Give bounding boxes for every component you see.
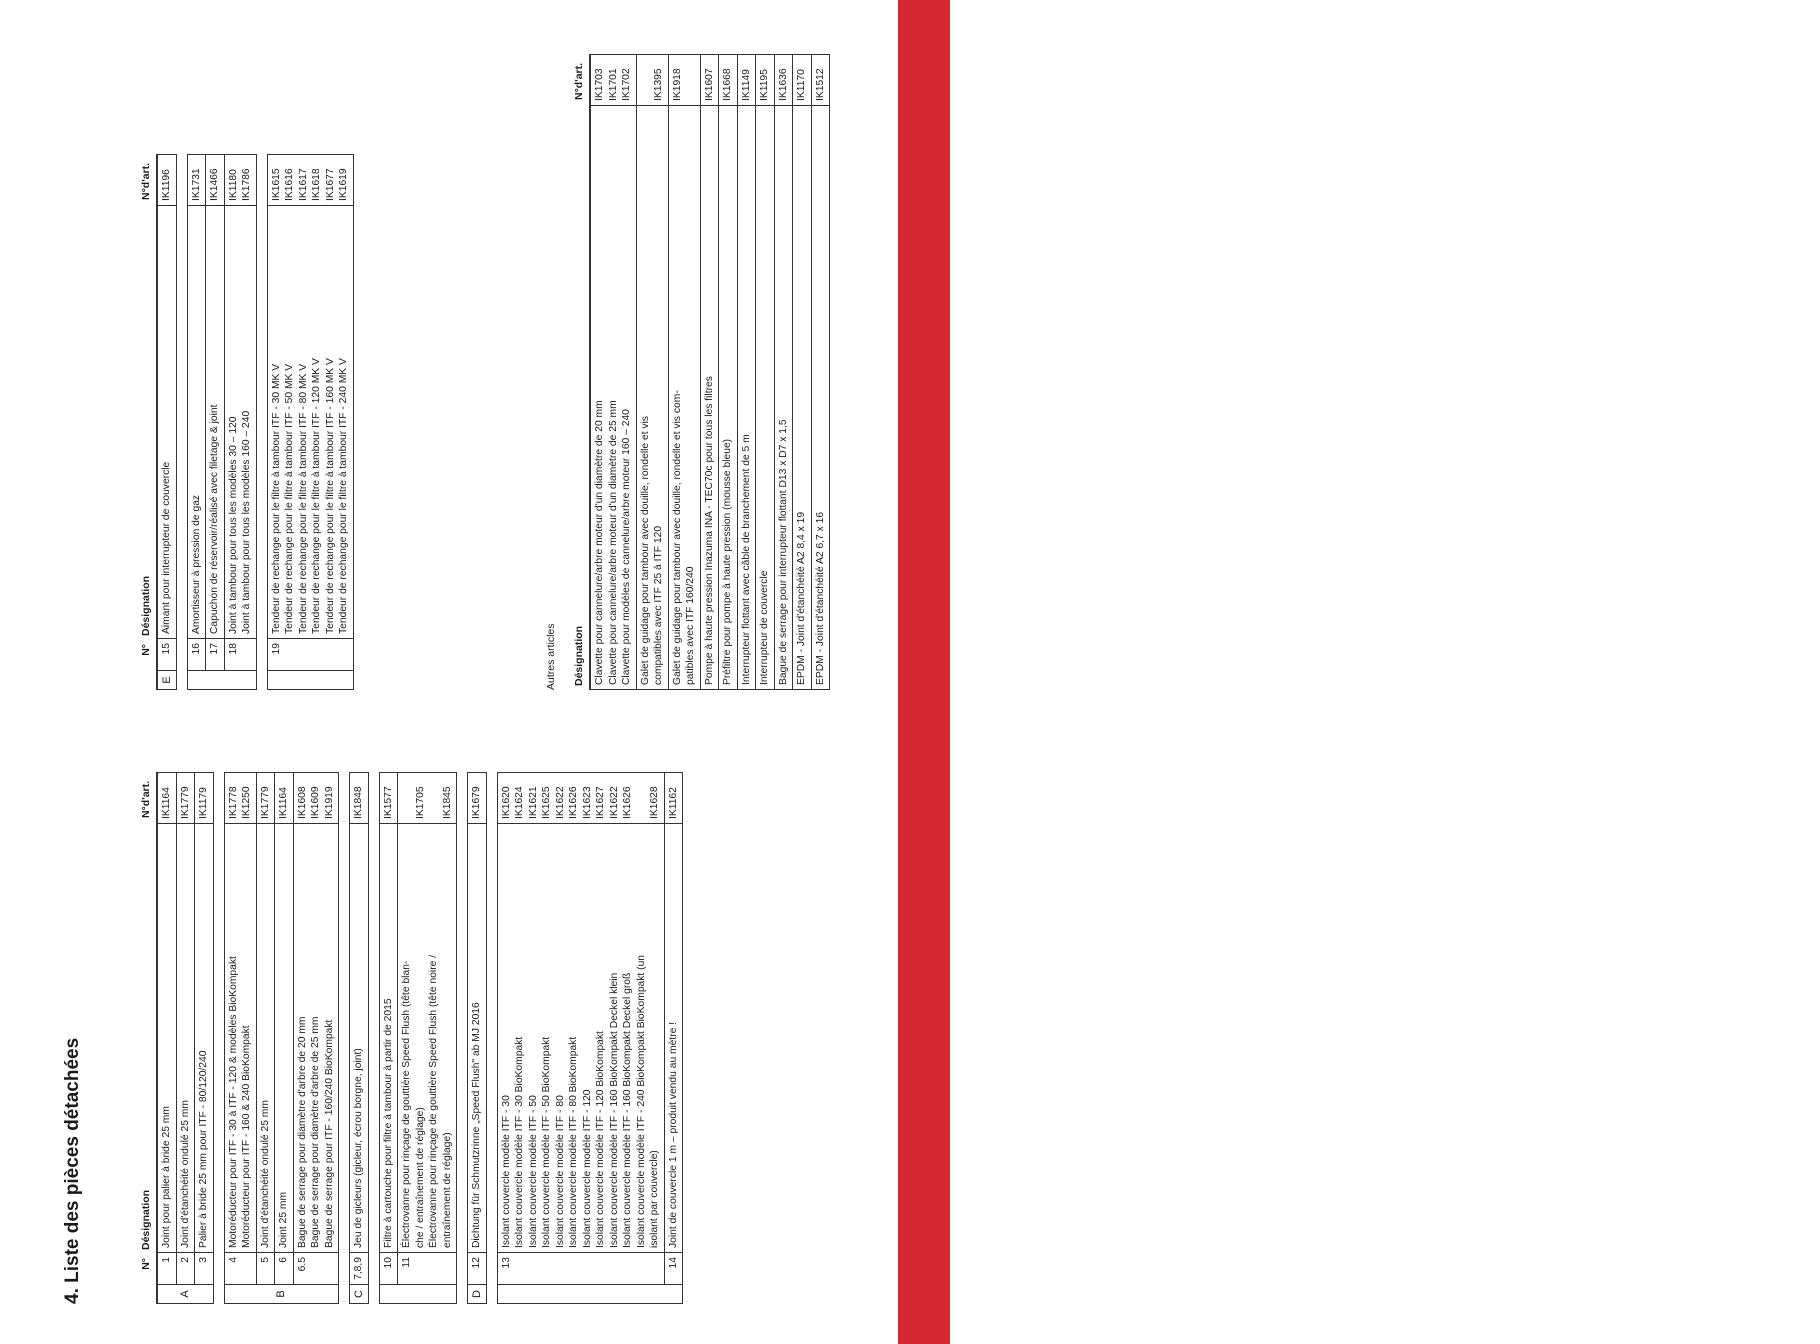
article-number: IK1466 [209, 168, 220, 201]
designation-line: Tendeur de rechange pour le filtre à tambour ITF - 240 MK V [338, 358, 349, 634]
article-number: IK1162 [667, 787, 679, 819]
part-designation [738, 105, 756, 689]
other-articles-title: Autres articles [545, 623, 557, 690]
group-rows [268, 155, 353, 670]
orders-label: Commandes: [1766, 523, 1793, 666]
designation-line: isolant par couvercle) [649, 1150, 660, 1248]
table-row [294, 773, 339, 1284]
article-number: IK1668 [722, 68, 733, 101]
table-header [132, 154, 157, 690]
header-art: N°d'art. [140, 780, 152, 818]
designation-line: Isolant couvercle modèle ITF - 120 [581, 1089, 593, 1248]
article-number: IK1164 [278, 787, 289, 819]
table-row [665, 773, 683, 1284]
designation-line: Joint pour palier à bride 25 mm [161, 1106, 172, 1248]
table-row [637, 55, 669, 689]
group-letter: A [158, 1284, 213, 1303]
part-designation [701, 105, 719, 689]
part-designation [275, 823, 293, 1252]
designation-line: Isolant couvercle modèle ITF - 240 BioKompakt BioKompakt (un [635, 954, 647, 1248]
table-row [498, 773, 665, 1284]
designation-line: Joint à tambour pour tous les modèles 30 – 120 [227, 416, 239, 634]
article-number: IK1615 IK1616 IK1617 IK1618 IK1677 IK1619 [270, 168, 349, 201]
designation-line: Clavette pour cannelure/arbre moteur d'un diamètre de 25 mm [607, 400, 619, 685]
group-letter [188, 670, 256, 689]
header-designation: Désignation [140, 1189, 152, 1250]
hotline-phone[interactable]: (+49) 821 - 72 91 97 1 [1766, 705, 1793, 945]
designation-line: Galet de guidage pour tambour avec douille, rondelle et vis [639, 415, 651, 685]
article-number: IK1196 [161, 169, 172, 201]
part-designation [637, 105, 668, 689]
group-rows [380, 773, 457, 1284]
part-designation [756, 105, 774, 689]
part-designation [398, 823, 456, 1252]
table-row [793, 55, 812, 689]
article-number: IK1679 [471, 786, 482, 819]
designation-line: Bague de serrage pour diamètre d'arbre de 25 mm [310, 1016, 321, 1248]
designation-line: Isolant couvercle modèle ITF - 50 BioKompakt [541, 1036, 552, 1248]
part-number: 5 [257, 1252, 275, 1284]
table-row [669, 55, 701, 689]
designation-line: Joint de couvercle 1 m – produit vendu au mètre ! [667, 1021, 679, 1248]
page-title: 4. Liste des pièces détachées [62, 1037, 83, 1304]
part-designation [257, 823, 275, 1252]
part-group [467, 772, 487, 1304]
part-designation [225, 205, 256, 638]
designation-line: che / entraînement de réglage) [414, 1107, 426, 1248]
designation-line: Tendeur de rechange pour le filtre à tambour ITF - 160 MK V [324, 358, 336, 634]
article-number: IK1395 [653, 68, 664, 101]
article-number: IK1608 IK1609 IK1919 [296, 786, 335, 819]
part-number: 16 [188, 638, 206, 670]
designation-line: Joint 25 mm [278, 1191, 289, 1248]
part-number: 7,8,9 [350, 1252, 368, 1284]
part-designation [775, 105, 793, 689]
designation-line: Électrovanne pour rinçage de gouttière Speed Flush (tête blan- [401, 960, 412, 1248]
parts-table-left [132, 772, 693, 1304]
designation-line: Filtre à cartouche pour filtre à tambour à partir de 2015 [382, 998, 394, 1248]
part-group [379, 772, 458, 1304]
part-group [157, 154, 177, 690]
part-designation [380, 823, 398, 1252]
designation-line: Isolant couvercle modèle ITF - 160 BioKompakt Deckel groß [622, 972, 633, 1248]
article-number: IK1512 [814, 68, 826, 101]
designation-line: Électrovanne pour rinçage de gouttière Speed Flush (tête noire / [428, 954, 439, 1248]
designation-line: Joint à tambour pour tous les modèles 160 – 240 [241, 410, 252, 634]
part-designation [498, 823, 664, 1252]
designation-line: entraînement de réglage) [441, 1132, 453, 1248]
group-letter: E [158, 670, 176, 689]
designation-line: Clavette pour cannelure/arbre moteur d'un diamètre de 20 mm [594, 400, 605, 685]
article-number: IK1607 [703, 68, 715, 101]
group-rows [350, 773, 368, 1284]
part-number: 3 [195, 1252, 213, 1284]
hotline-label: Hotline du service: [1766, 944, 1793, 1142]
designation-line: EPDM - Joint d'étanchéité A2 6,7 x 16 [814, 511, 826, 685]
part-number: 10 [380, 1252, 398, 1284]
table-header [132, 772, 157, 1304]
table-row [468, 773, 486, 1284]
article-number: IK1703 IK1701 IK1702 [594, 68, 632, 101]
table-header [565, 54, 590, 690]
designation-line: Galet de guidage pour tambour avec douille, rondelle et vis com- [671, 390, 683, 685]
table-row [275, 773, 294, 1284]
part-designation [719, 105, 737, 689]
part-group [187, 154, 257, 690]
header-art: N°d'art. [140, 162, 152, 200]
article-number: IK1620 IK1624 IK1621 IK1625 IK1622 IK1626 IK1623 IK1627 IK1622 IK1626 IK1628 [500, 786, 660, 819]
header-num: N° [140, 1258, 152, 1270]
designation-line: Palier à bride 25 mm pour ITF - 80/120/240 [198, 1050, 209, 1248]
group-letter [268, 670, 353, 689]
article-number: IK1195 [759, 69, 770, 101]
article-number: IK1705 IK1845 [414, 786, 453, 819]
part-number: 11 [398, 1252, 456, 1284]
table-row [756, 55, 775, 689]
designation-line: Isolant couvercle modèle ITF - 50 [527, 1095, 539, 1248]
parts-table-right [132, 154, 364, 690]
part-number: 6 [275, 1252, 293, 1284]
designation-line: Clavette pour modèles de cannelure/arbre moteur 160 – 240 [621, 409, 632, 685]
other-articles-table [565, 54, 830, 690]
part-designation [793, 105, 811, 689]
article-number: IK1179 [198, 787, 209, 819]
part-designation [206, 205, 224, 638]
designation-line: Isolant couvercle modèle ITF - 120 BioKompakt [595, 1031, 606, 1248]
designation-line: Préfiltre pour pompe à haute pression (mousse bleue) [722, 438, 733, 685]
part-number: 12 [468, 1252, 486, 1284]
designation-line: Tendeur de rechange pour le filtre à tambour ITF - 30 MK V [270, 363, 282, 634]
group-rows [225, 773, 339, 1284]
article-number: IK1164 [161, 787, 172, 819]
designation-line: Pompe à haute pression Inazuma INA - TEC70c pour tous les filtres [703, 376, 715, 685]
part-designation [812, 105, 830, 689]
part-designation [177, 823, 195, 1252]
table-row [225, 773, 257, 1284]
table-row [380, 773, 399, 1284]
part-designation [591, 105, 636, 689]
article-number: IK1180 IK1786 [227, 168, 252, 201]
designation-line: Motoréducteur pour ITF - 30 à ITF - 120 & modèles BioKompakt [227, 956, 239, 1248]
part-designation [665, 823, 683, 1252]
table-row [268, 155, 353, 670]
designation-line: Isolant couvercle modèle ITF - 30 [500, 1095, 512, 1248]
table-row [701, 55, 720, 689]
footer-contact [1740, 0, 1820, 1344]
part-group [224, 772, 340, 1304]
article-number: IK1577 [382, 786, 394, 819]
designation-line: Aimant pour interrupteur de couvercle [161, 461, 172, 634]
group-letter: D [468, 1284, 486, 1303]
article-number: IK1778 IK1250 [227, 786, 252, 819]
group-letter [498, 1284, 683, 1303]
group-letter: B [225, 1284, 339, 1303]
part-group [497, 772, 684, 1304]
designation-line: Joint d'étanchéité ondulé 25 mm [259, 1100, 271, 1248]
article-number: IK1779 [179, 786, 191, 819]
part-number: 13 [498, 1252, 664, 1284]
part-designation [468, 823, 486, 1252]
article-number: IK1918 [671, 68, 683, 101]
group-letter: C [350, 1284, 368, 1303]
table-row [158, 155, 176, 670]
designation-line: Motoréducteur pour ITF - 160 & 240 BioKompakt [241, 1025, 252, 1248]
table-row [591, 55, 637, 689]
table-row [158, 773, 177, 1284]
table-row [177, 773, 196, 1284]
table-row [225, 155, 256, 670]
part-number: 6.5 [294, 1252, 339, 1284]
part-number: 4 [225, 1252, 256, 1284]
part-number: 14 [665, 1252, 683, 1284]
part-group [349, 772, 369, 1304]
right-groups [157, 154, 354, 690]
group-rows [158, 773, 213, 1284]
part-group [267, 154, 354, 690]
group-letter [380, 1284, 457, 1303]
left-groups [157, 772, 683, 1304]
designation-line: Tendeur de rechange pour le filtre à tambour ITF - 120 MK V [311, 358, 322, 634]
table-row [719, 55, 738, 689]
group-rows [468, 773, 486, 1284]
designation-line: Jeu de gicleurs (gicleur, écrou borgne, joint) [353, 1048, 364, 1248]
designation-line: Isolant couvercle modèle ITF - 160 BioKompakt Deckel klein [608, 972, 620, 1248]
designation-line: Dichtung für Schmutzrinne „Speed Flush" ab MJ 2016 [471, 1002, 482, 1248]
part-designation [225, 823, 256, 1252]
part-designation [350, 823, 368, 1252]
part-designation [268, 205, 353, 638]
orders-email[interactable]: vertrieb@inazuma-online.de [1766, 202, 1793, 524]
table-row [257, 773, 276, 1284]
designation-line: Bague de serrage pour ITF - 160/240 BioKompakt [323, 1019, 335, 1248]
header-designation: Désignation [140, 575, 152, 636]
table-row [195, 773, 213, 1284]
article-number: IK1731 [190, 168, 202, 201]
part-number: 19 [268, 638, 353, 670]
header-num: N° [140, 644, 152, 656]
table-row [775, 55, 794, 689]
part-designation [195, 823, 213, 1252]
designation-line: Interrupteur de couvercle [759, 570, 770, 685]
table-row [350, 773, 368, 1284]
group-rows [498, 773, 683, 1284]
designation-line: Capuchon de réservoir/réalisé avec filetage & joint [209, 404, 220, 634]
table-row [206, 155, 225, 670]
part-designation [158, 823, 176, 1252]
designation-line: compatibles avec ITF 25 à ITF 120 [653, 525, 664, 685]
designation-line: Isolant couvercle modèle ITF - 80 BioKompakt [568, 1036, 579, 1248]
designation-line: Interrupteur flottant avec câble de branchement de 5 m [740, 434, 752, 685]
article-number: IK1779 [259, 786, 271, 819]
part-designation [669, 105, 700, 689]
designation-line: Joint d'étanchéité ondulé 25 mm [179, 1100, 191, 1248]
designation-line: Tendeur de rechange pour le filtre à tambour ITF - 50 MK V [284, 363, 295, 634]
header-designation: Désignation [573, 625, 585, 686]
designation-line: Isolant couvercle modèle ITF - 30 BioKompakt [514, 1036, 525, 1248]
table-row [812, 55, 830, 689]
article-number: IK1636 [777, 68, 789, 101]
part-number: 2 [177, 1252, 195, 1284]
designation-line: Bague de serrage pour diamètre d'arbre de 20 mm [296, 1016, 308, 1248]
other-rows [590, 54, 830, 690]
designation-line: patibles avec ITF 160/240 [685, 566, 696, 685]
part-number: 1 [158, 1252, 176, 1284]
designation-line: Bague de serrage pour interrupteur flottant D13 x D7 x 1,5 [777, 419, 789, 685]
designation-line: Isolant couvercle modèle ITF - 80 [554, 1095, 566, 1248]
table-row [398, 773, 456, 1284]
part-number: 15 [158, 638, 176, 670]
part-number: 17 [206, 638, 224, 670]
group-rows [188, 155, 256, 670]
part-designation [188, 205, 206, 638]
designation-line: Tendeur de rechange pour le filtre à tambour ITF - 80 MK V [297, 363, 309, 634]
group-rows [158, 155, 176, 670]
part-group [157, 772, 214, 1304]
article-number: IK1848 [353, 786, 364, 819]
header-art: N°d'art. [573, 62, 585, 100]
part-designation [294, 823, 339, 1252]
table-row [188, 155, 207, 670]
designation-line: EPDM - Joint d'étanchéité A2 8,4 x 19 [796, 511, 807, 685]
part-number: 18 [225, 638, 256, 670]
article-number: IK1170 [796, 69, 807, 101]
article-number: IK1149 [740, 69, 752, 101]
designation-line: Amortisseur à pression de gaz [190, 494, 202, 634]
part-designation [158, 205, 176, 638]
table-row [738, 55, 757, 689]
